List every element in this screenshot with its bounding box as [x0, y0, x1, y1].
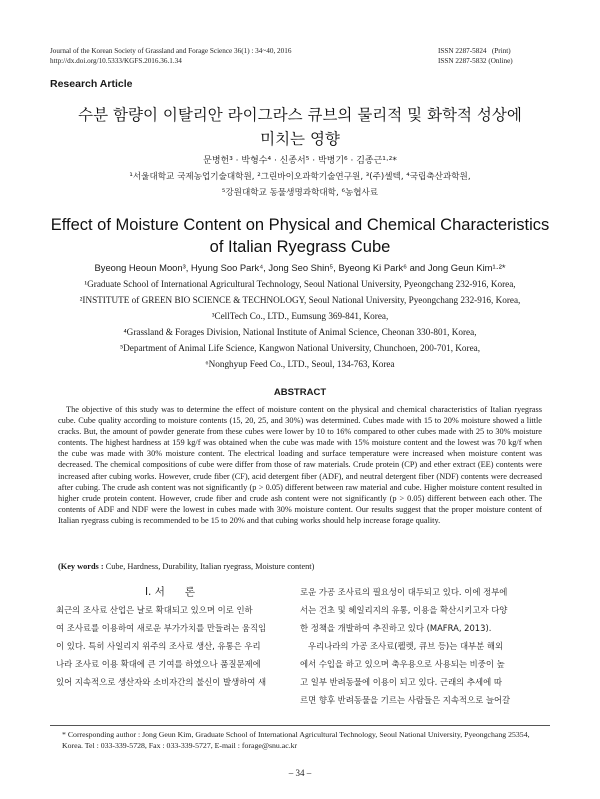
korean-affiliation-line-2: ⁵강원대학교 동물생명과학대학, ⁶농협사료 — [221, 188, 379, 198]
left-column-line: 이 있다. 특히 사일리지 위주의 조사료 생산, 유통은 우리 — [56, 641, 261, 651]
right-column-line: 우리나라의 가공 조사료(펠렛, 큐브 등)는 대부분 해외 — [308, 641, 504, 651]
english-affiliation-4: ⁴Grassland & Forages Division, National Institute of Animal Science, Cheonan 330-801, Korea, — [123, 327, 477, 337]
korean-affiliation-line-1: ¹서울대학교 국제농업기술대학원, ²그린바이오과학기술연구원, ³(주)셀텍, ⁴국립축산과학원, — [129, 172, 471, 182]
section-heading-introduction: Ⅰ. 서 론 — [144, 586, 196, 598]
english-title-line-2: of Italian Ryegrass Cube — [209, 238, 391, 256]
right-column-line: 서는 건초 및 헤일리지의 유통, 이용을 확산시키고자 다양 — [300, 605, 508, 615]
left-column-line: 최근의 조사료 산업은 날로 확대되고 있으며 이로 인하 — [56, 605, 253, 615]
left-column-line: 있어 지속적으로 생산자와 소비자간의 불신이 발생하여 새 — [56, 677, 267, 687]
korean-title-line-2: 미치는 영향 — [260, 130, 340, 148]
english-affiliation-6: ⁶Nonghyup Feed Co., LTD., Seoul, 134-763, Korea — [205, 359, 395, 369]
right-column-line: 한 정책을 개발하여 추진하고 있다 (MAFRA, 2013). — [300, 623, 492, 633]
keywords — [58, 562, 314, 571]
left-column-line: 나라 조사료 이용 확대에 큰 기여를 하였으나 품질문제에 — [56, 659, 261, 669]
corresponding-author-footnote: * Corresponding author : Jong Geun Kim, Graduate School of International Agricultural Technology, Seoul National University, Pyeongchang 25354, Korea. Tel : 033-339-5728, Fax : 033-339-5727, E-mail : forage@snu.ac.kr — [62, 730, 530, 750]
doi-link[interactable]: http://dx.doi.org/10.5333/KGFS.2016.36.1.34 — [50, 56, 182, 65]
abstract-heading: ABSTRACT — [273, 387, 327, 398]
right-column-line: 로운 가공 조사료의 필요성이 대두되고 있다. 이에 정부에 — [300, 587, 508, 597]
issn-print: ISSN 2287-5824 (Print) — [438, 47, 511, 55]
article-type: Research Article — [50, 78, 133, 90]
right-column-line: 르면 향후 반려동물을 기르는 사람들은 지속적으로 늘어갈 — [300, 695, 511, 705]
left-column-line: 여 조사료를 이용하여 새로운 부가가치를 만들려는 움직임 — [56, 623, 267, 633]
korean-authors: 문병헌³ · 박형수⁴ · 신종서⁵ · 박병기⁶ · 김종근¹·²* — [203, 156, 397, 166]
english-affiliation-2: ²INSTITUTE of GREEN BIO SCIENCE & TECHNOLOGY, Seoul National University, Pyeongchang 232-916, Korea, — [79, 295, 521, 305]
journal-citation: Journal of the Korean Society of Grassland and Forage Science 36(1) : 34~40, 2016 — [50, 47, 292, 55]
keywords-list: Cube, Hardness, Durability, Italian ryegrass, Moisture content) — [105, 562, 315, 571]
issn-online: ISSN 2287-5832 (Online) — [438, 56, 513, 65]
abstract-body: The objective of this study was to determine the effect of moisture content on the physical and chemical characteristics of Italian ryegrass cube. Cube quality according to moisture contents (15, 20, 25, and 30%) was determined. Cubes made with 15 to 20% moisture showed a little cracks. But, the amount of powder generate from these cubes were lower by 10 to 16% compared to other cubes made with 25 to 30% moisture contents. The highest hardness at 159 kg/f was obtained when the cube was made with 15% moisture content and the lowest was 70 kg/f when the cube was made with 30% moisture content. The electrical loading and surface temperature were increased when moisture content was decreased. The chemical compositions of cube were differ from those of raw materials. Crude protein (CP) and ether extract (EE) contents were increased after cubing works. However, crude fiber (CF), acid detergent fiber (ADF), and neutral detergent fiber (NDF) contents were decreased after cubing. The crude ash content was not significantly (p > 0.05) different between raw material and cube. Higher moisture content resulted in higher crude protein content. However, crude fiber and crude ash content were not significantly (p > 0.05) different between each other. The contents of ADF and NDF were the lowest in cubes made with 30% moisture content. Our results suggest that the proper moisture content of Italian ryegrass cubing is recommended to be 15 to 20% and that cubing works should help increase forage quality. — [58, 405, 542, 525]
journal-header — [50, 47, 291, 66]
issn-block — [438, 47, 513, 66]
keywords-label: (Key words : — [58, 562, 104, 571]
english-authors: Byeong Heoun Moon³, Hyung Soo Park⁴, Jong Seo Shin⁵, Byeong Ki Park⁶ and Jong Geun Kim¹·²* — [94, 262, 506, 273]
english-affiliation-3: ³CellTech Co., LTD., Eumsung 369-841, Korea, — [211, 311, 389, 321]
english-title-line-1: Effect of Moisture Content on Physical and Chemical Characteristics — [50, 216, 550, 234]
right-column-line: 고 일부 반려동물에 이용이 되고 있다. 근래의 추세에 따 — [300, 677, 502, 687]
page-number: – 34 – — [288, 768, 312, 778]
english-affiliation-1: ¹Graduate School of International Agricultural Technology, Seoul National University, Pyeongchang 232-916, Korea, — [84, 279, 516, 289]
right-column-line: 에서 수입을 하고 있으며 축우용으로 사용되는 비중이 높 — [300, 659, 505, 669]
korean-title-line-1: 수분 함량이 이탈리안 라이그라스 큐브의 물리적 및 화학적 성상에 — [78, 106, 522, 124]
english-affiliation-5: ⁵Department of Animal Life Science, Kangwon National University, Chunchoen, 200-701, Korea, — [119, 343, 481, 353]
footnote-divider — [50, 725, 550, 726]
